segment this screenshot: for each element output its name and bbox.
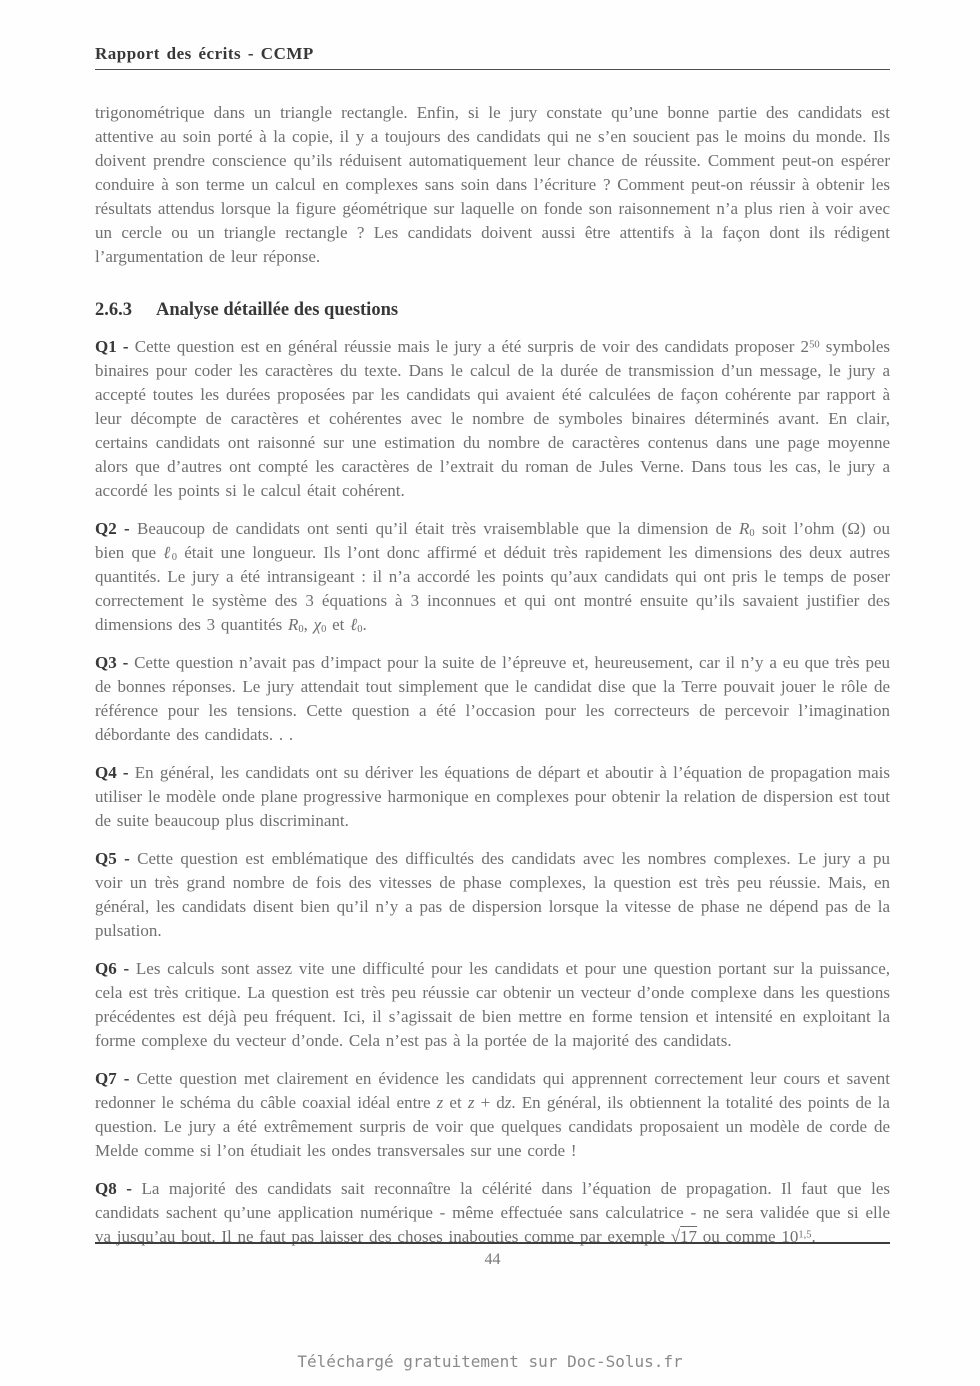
questions-list	[95, 335, 890, 1249]
question-label: Q2 -	[95, 519, 130, 538]
running-header-title: Rapport des écrits - CCMP	[95, 44, 314, 63]
section-title: Analyse détaillée des questions	[156, 300, 399, 320]
question-paragraph-q7: Q7 - Cette question met clairement en évidence les candidats qui apprennent correctement leur cours et savent redonner le schéma du câble coaxial idéal entre z et z + dz. En général, ils obtiennent la totalité des points de la question. Le jury a été extrêmement surpris de voir que quelques candidats proposaient un modèle de corde de Melde comme si l’on étudiait les ondes transversales sur une corde !	[95, 1069, 891, 1160]
question-label: Q4 -	[95, 763, 129, 782]
question-label: Q8 -	[95, 1179, 132, 1198]
section-heading	[95, 300, 890, 321]
question-label: Q6 -	[95, 959, 130, 978]
intro-paragraph: trigonométrique dans un triangle rectangle. Enfin, si le jury constate qu’une bonne partie des candidats est attentive au soin porté à la copie, il y a toujours des candidats qui ne s’en soucient pas le moins du monde. Ils doivent prendre conscience qu’ils réduisent automatiquement leur chance de réussite. Comment peut-on espérer conduire à son terme un calcul en complexes sans soin dans l’écriture ? Comment peut-on réussir à obtenir les résultats attendus lorsque la figure géométrique sur laquelle on fonde son raisonnement n’a plus rien à voir avec un cercle ou un triangle rectangle ? Les candidats doivent aussi être attentifs à la façon dont ils rédigent l’argumentation de leur réponse.	[95, 103, 890, 266]
page-number: 44	[484, 1251, 501, 1268]
question-paragraph-q3: Q3 - Cette question n’avait pas d’impact pour la suite de l’épreuve et, heureusement, car il n’y a eu que très peu de bonnes réponses. Le jury attendait tout simplement que le candidat dise que la Terre pouvait jouer le rôle de référence pour les tensions. Cette question a été l’occasion pour les correcteurs de percevoir l’imagination débordante des candidats. . .	[95, 653, 890, 744]
question-label: Q1 -	[95, 337, 129, 356]
question-label: Q7 -	[95, 1069, 130, 1088]
question-paragraph-q8: Q8 - La majorité des candidats sait reconnaître la célérité dans l’équation de propagation. Il faut que les candidats sachent qu’une application numérique - même effectuée sans calculatrice - ne sera validée que si elle va jusqu’au bout. Il ne faut pas laisser des choses inabouties comme par exemple √17 ou comme 10$^{1,5}$.	[95, 1179, 890, 1246]
question-paragraph-q4: Q4 - En général, les candidats ont su dériver les équations de départ et aboutir à l’équation de propagation mais utiliser le modèle onde plane progressive harmonique en complexes pour obtenir la relation de dispersion est tout de suite beaucoup plus discriminant.	[95, 763, 891, 830]
question-label: Q5 -	[95, 849, 130, 868]
question-paragraph-q2: Q2 - Beaucoup de candidats ont senti qu’il était très vraisemblable que la dimension de $R_0$ soit l’ohm (Ω) ou bien que ℓ$_0$ était une longueur. Ils l’ont donc affirmé et déduit très rapidement les dimensions des deux autres quantités. Le jury a été intransigeant : il n’a accordé les points qu’aux candidats qui ont pris le temps de poser correctement le système des 3 équations à 3 inconnues et qui ont montré ensuite qu’ils savaient justifier des dimensions des 3 quantités $R_0$, $\chi_0$ et ℓ$_0$.	[95, 519, 891, 636]
question-paragraph-q1: Q1 - Cette question est en général réussie mais le jury a été surpris de voir des candidats proposer $2^{50}$ symboles binaires pour coder les caractères du texte. Dans le calcul de la durée de transmission d’un message, le jury a accepté toutes les durées proposées par les candidats qui avaient été calculées de façon cohérente par rapport à leur décompte de caractères et cohérentes avec le nombre de symboles binaires déterminés avant. En clair, certains candidats ont raisonné sur une estimation du nombre de caractères contenus dans une page moyenne alors que d’autres ont compté les caractères de l’extrait du roman de Jules Verne. Dans tous les cas, le jury a accordé les points si le calcul était cohérent.	[95, 337, 890, 500]
question-paragraph-q6: Q6 - Les calculs sont assez vite une difficulté pour les candidats et pour une question portant sur la puissance, cela est très critique. La question est très peu réussie car obtenir un vecteur d’onde complexe dans les questions précédentes est déjà peu fréquent. Ici, il s’agissait de bien mettre en forme tension et intensité en exploitant la forme complexe du vecteur d’onde. Cela n’est pas à la portée de la majorité des candidats.	[95, 959, 890, 1050]
question-label: Q3 -	[95, 653, 129, 672]
section-number: 2.6.3	[95, 300, 132, 320]
page-content	[95, 0, 890, 1249]
footer-rule	[95, 1242, 890, 1244]
question-paragraph-q5: Q5 - Cette question est emblématique des difficultés des candidats avec les nombres complexes. Le jury a pu voir un très grand nombre de fois des vitesses de phase complexes, la question est très peu réussie. Mais, en général, les candidats disent bien qu’il n’y a pas de dispersion lorsque la vitesse de phase ne dépend pas de la pulsation.	[95, 849, 890, 940]
running-header	[95, 44, 890, 70]
watermark-text: Téléchargé gratuitement sur Doc-Solus.fr	[297, 1352, 683, 1371]
